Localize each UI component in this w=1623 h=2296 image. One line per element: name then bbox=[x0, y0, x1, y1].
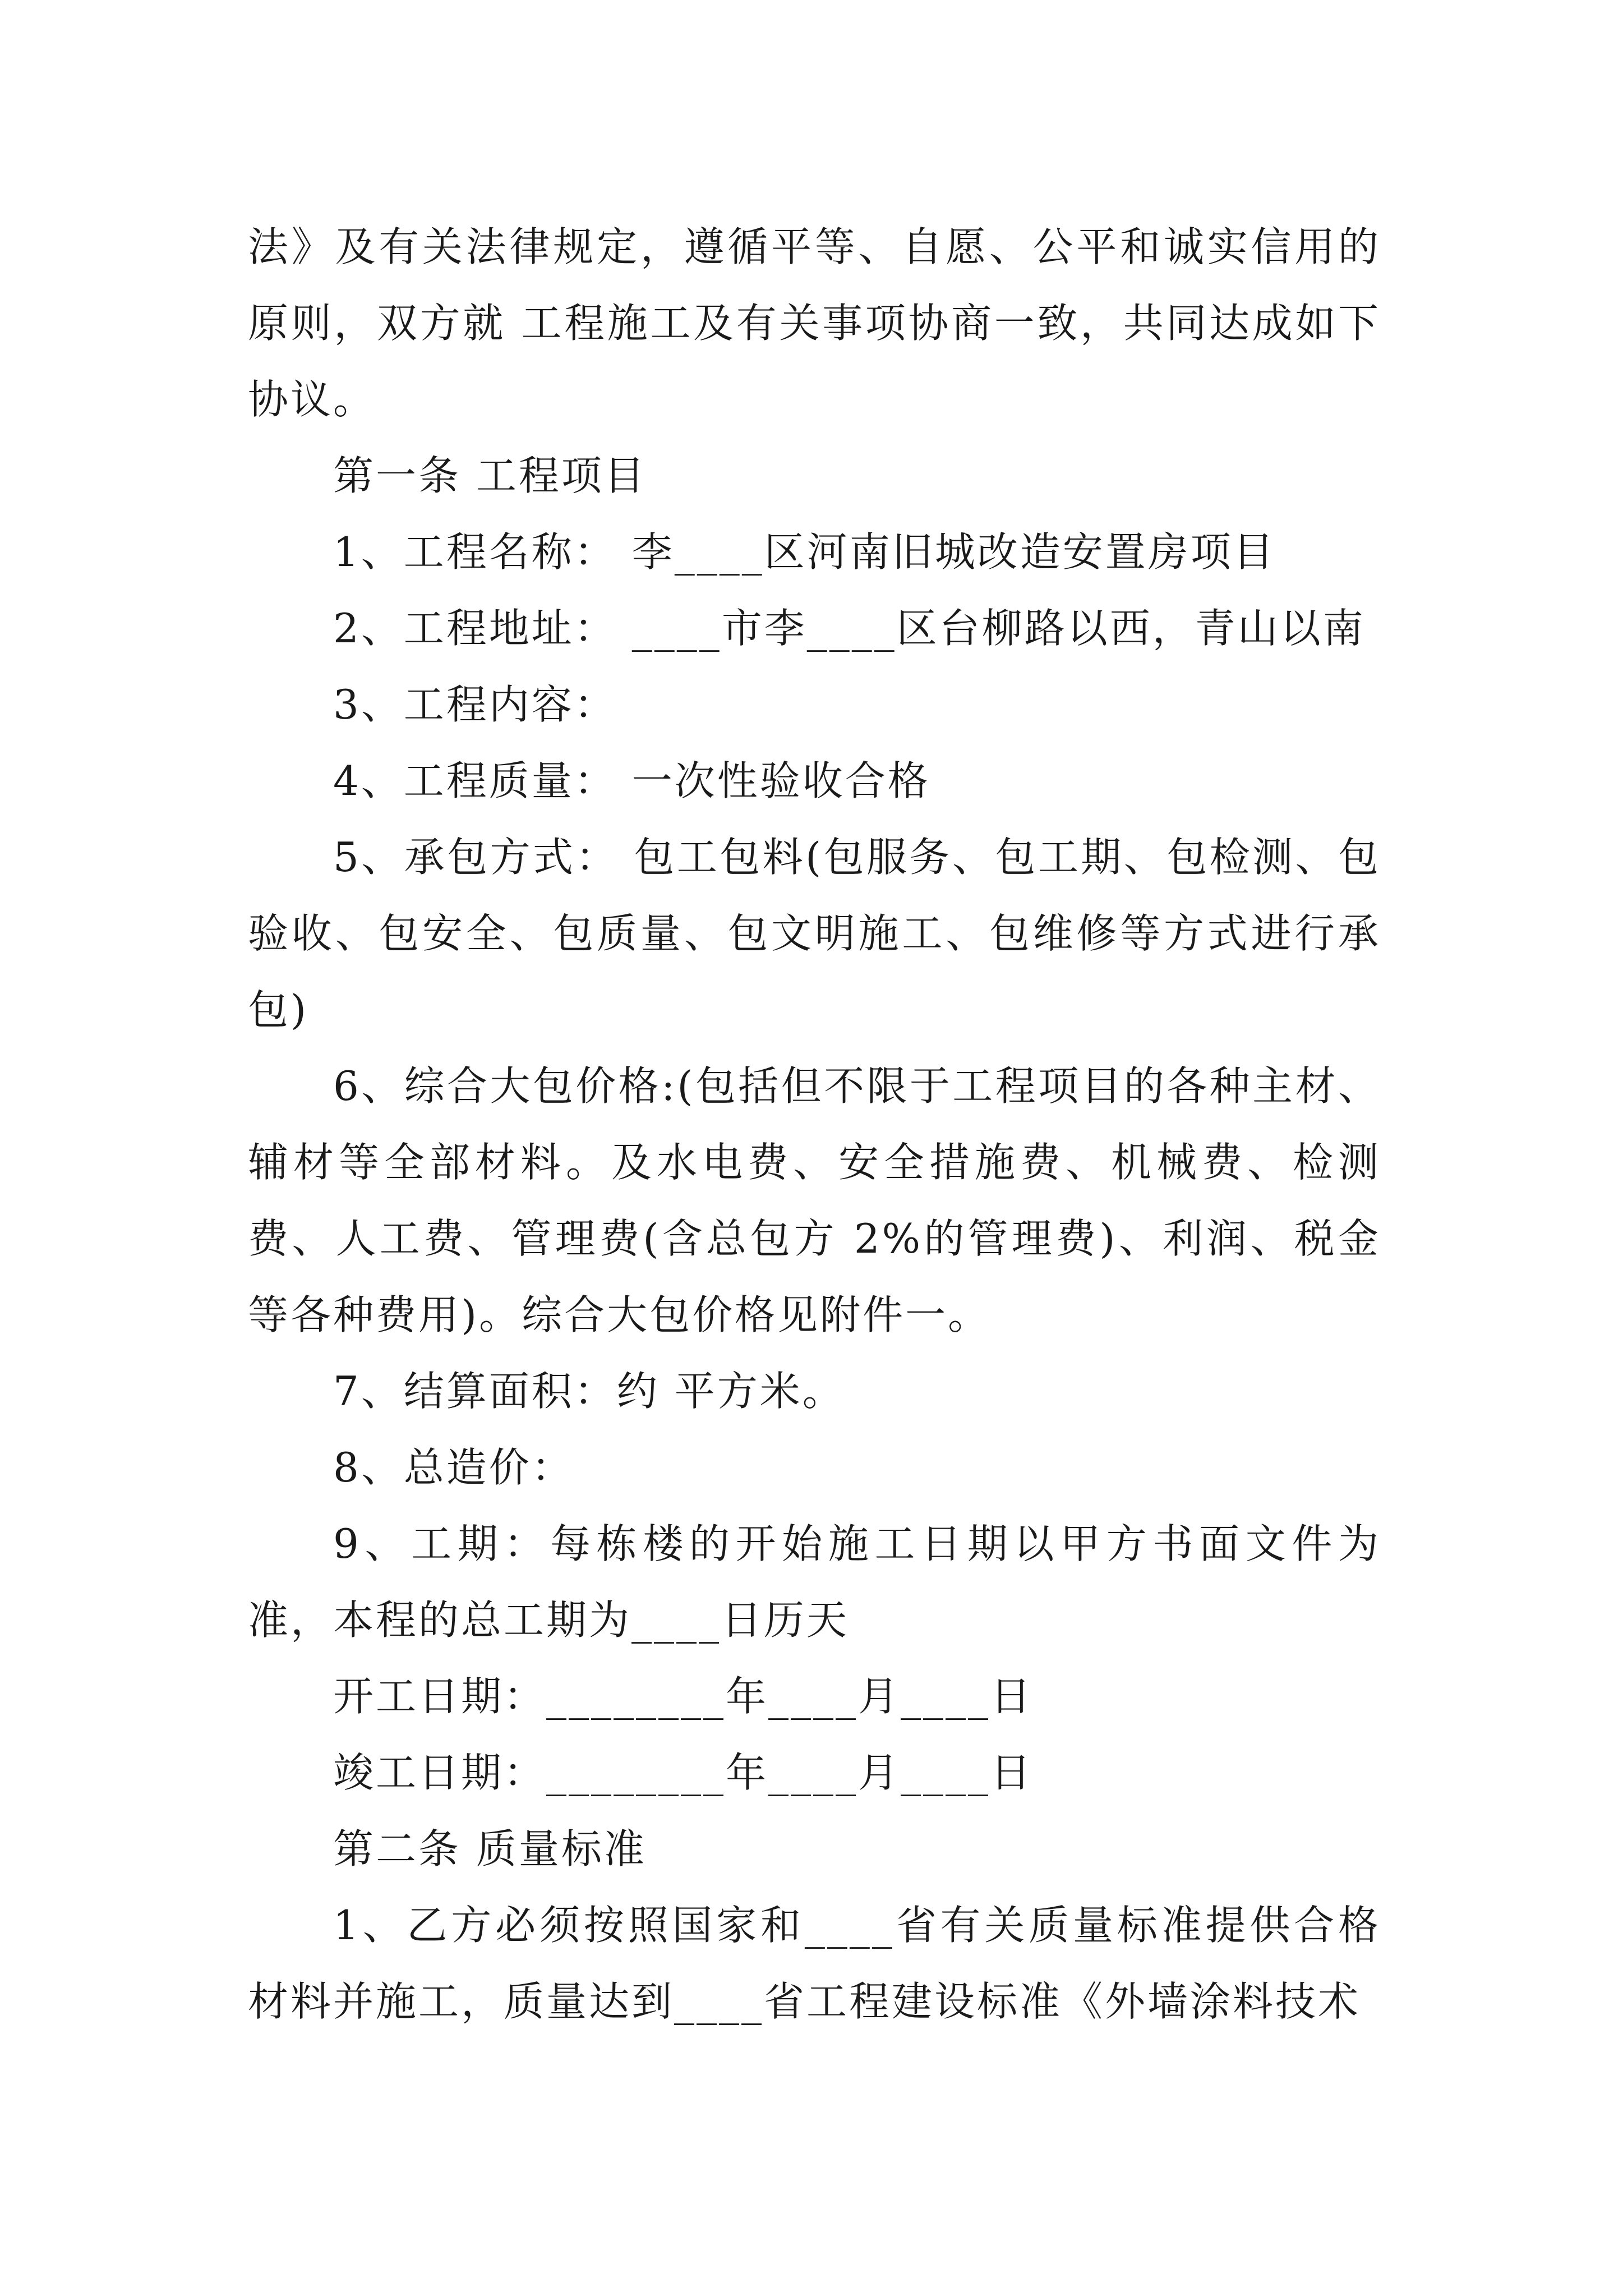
clause-total-cost: 8、总造价： bbox=[333, 1444, 574, 1491]
clause-project-name: 1、工程名称： 李____区河南旧城改造安置房项目 bbox=[333, 528, 1276, 576]
clause-quality-standard: 1、乙方必须按照国家和____省有关质量标准提供合格材料并施工，质量达到____省工程建设标准《外墙涂料技术 bbox=[248, 1902, 1381, 2025]
contract-body bbox=[248, 209, 1381, 2040]
clause-project-content: 3、工程内容： bbox=[333, 681, 617, 728]
clause-project-quality: 4、工程质量： 一次性验收合格 bbox=[333, 757, 930, 804]
clause-settlement-area: 7、结算面积：约 平方米。 bbox=[333, 1368, 845, 1415]
start-date-line: 开工日期：________年____月____日 bbox=[333, 1673, 1034, 1720]
clause-package-price: 6、综合大包价格:(包括但不限于工程项目的各种主材、辅材等全部材料。及水电费、安全措施费、机械费、检测费、人工费、管理费(含总包方 2%的管理费)、利润、税金等各种费用)。综合大包价格见附件一。 bbox=[248, 1062, 1381, 1338]
clause-duration: 9、工期：每栋楼的开始施工日期以甲方书面文件为准，本程的总工期为____日历天 bbox=[248, 1520, 1381, 1644]
clause-project-address: 2、工程地址： ____市李____区台柳路以西，青山以南 bbox=[333, 605, 1366, 652]
article-2-heading: 第二条 质量标准 bbox=[333, 1825, 647, 1872]
completion-date-line: 竣工日期：________年____月____日 bbox=[333, 1749, 1034, 1796]
paragraph-preamble-continuation: 法》及有关法律规定，遵循平等、自愿、公平和诚实信用的原则，双方就 工程施工及有关事项协商一致，共同达成如下协议。 bbox=[248, 223, 1381, 423]
article-1-heading: 第一条 工程项目 bbox=[333, 452, 647, 499]
clause-contract-method: 5、承包方式： 包工包料(包服务、包工期、包检测、包验收、包安全、包质量、包文明施工、包维修等方式进行承包) bbox=[248, 834, 1381, 1033]
